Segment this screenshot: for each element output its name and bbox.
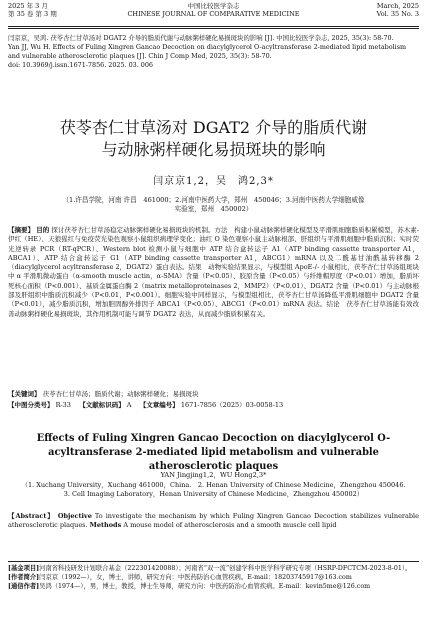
- abstract-zh: [8, 226, 419, 319]
- abstract-en: [8, 512, 419, 530]
- authors-zh: 闫京京1,2，吴 鸿2,3*: [153, 176, 274, 187]
- article-no-label: 【文章编号】: [139, 401, 179, 409]
- header-journal-name: 中国比较医学杂志 CHINESE JOURNAL OF COMPARATIVE MEDICINE: [127, 2, 300, 18]
- abstract-zh-text: 探讨茯苓杏仁甘草汤稳定动脉粥样硬化易损斑块的机制。方法 构建小鼠动脉粥样硬化模型及平滑肌细胞脂质积累模型，苏木素-伊红（HE）、天狼猩红与免疫荧光染色观察小鼠组织病理学变化；油红 O 染色观察小鼠主动脉根部、肝组织与平滑肌细胞中脂质沉积；实时荧光逆转录 PCR（RT-qPCR）、Western blot 检测小鼠与细胞中 ATP 结合盒转运子 A1（ATP binding cassette transporter A1，ABCA1）、ATP 结合盒转运子 G1（ATP binding cassette transporter A1，ABCG1）mRNA 以及二酰基甘油酰基转移酶 2（diacylglycerol acyltransferase 2，DGAT2）蛋白表达。结果 动物实验结果显示，与模型组 ApoE-/- 小鼠相比，茯苓杏仁甘草汤组斑块中 α 平滑肌微动蛋白（α-smooth muscle actin，α-SMA）含量（P<0.05）、胶原含量（P<0.05）与纤维帽厚度（P<0.01）增加，脂质坏死核心面积（P<0.001）、基质金属蛋白酶 2（matrix metalloproteinases 2，MMP2）（P<0.01）、DGAT2 含量（P<0.01）与主动脉根部及肝组织中脂质沉积减少（P<0.01，P<0.001）。细胞实验中同样显示，与模型组相比，茯苓杏仁甘草汤降低平滑肌细胞中 DGAT2 含量（P<0.01），减少脂质沉积，增加胆固醇外排因子 ABCA1（P<0.05）、ABCG1（P<0.01）mRNA 表达。结论 茯苓杏仁甘草汤能有效改善动脉粥样硬化易损斑块，其作用机制可能与调节 DGAT2 表达，从而减少脂质积累有关。: [8, 226, 419, 318]
- authors-en: YAN Jingjing1,2，WU Hong2,3*: [160, 471, 267, 479]
- classification-zh: [8, 401, 419, 410]
- doi: doi: 10.3969/j.issn.1671-7856. 2025. 03. 006: [8, 61, 153, 69]
- fund-note: [基金项目]河南省科技研发计划联合基金（222301420088）；河南省“双一流”创建学科中医学科学研究专项（HSRP-DFCTCM-2023-8-01）。: [8, 565, 412, 572]
- abstract-en-label: 【Abstract】: [8, 512, 55, 520]
- keywords-zh-text: 茯苓杏仁甘草汤；脂质代谢；动脉粥样硬化；易损斑块: [42, 390, 199, 398]
- doc-code-label: 【文献标识码】: [79, 401, 125, 409]
- abstract-en-objective-text: To investigate the mechanism by which Fuling Xingren Gancao Decoction stabilizes vulnerable atherosclerotic plaques.: [8, 512, 419, 530]
- footnote-rule: [8, 561, 419, 562]
- article-title-en: Effects of Fuling Xingren Gancao Decoction on diacylglycerol O-acyltransferase 2-mediated lipid metabolism and vulnerable atherosclerotic plaques: [36, 433, 391, 472]
- abstract-zh-objective-label: 目的: [36, 226, 50, 234]
- clc-label: 【中图分类号】: [8, 401, 54, 409]
- header-issue-date: 2025 年 3 月 第 35 卷 第 3 期: [8, 2, 57, 18]
- abstract-en-methods-label: Methods: [89, 521, 122, 530]
- affiliation-en: （1. Xuchang University，Xuchang 461000，China. 2. Henan University of Chinese Medicine，Zhengzhou 450046. 3. Cell Imaging Laboratory，Henan University of Chinese Medicine，Zhengzhou 450002）: [21, 481, 406, 498]
- doc-code-value: A: [126, 401, 132, 409]
- header-rule-thin: [8, 28, 419, 29]
- affiliation-zh: （1.许昌学院，河南 许昌 461000；2.河南中医药大学，郑州 450046；3.河南中医药大学细胞威像 实验室，郑州 450002）: [62, 196, 365, 213]
- article-no-value: 1671-7856（2025）03-0058-13: [180, 401, 284, 409]
- journal-header: [8, 2, 419, 24]
- abstract-en-methods-text: A mouse model of atherosclerosis and a smooth muscle cell lipid: [123, 521, 337, 530]
- citation-zh: 闫京京，吴鸿. 茯苓杏仁甘草汤对 DGAT2 介导的脂质代谢与动脉粥样硬化易损斑块的影响 [J]. 中国比较医学杂志, 2025, 35(3): 58-70.: [8, 34, 394, 42]
- header-rule: [8, 26, 419, 27]
- citation-block: [8, 34, 419, 70]
- article-title-zh: 茯苓杏仁甘草汤对 DGAT2 介导的脂质代谢 与动脉粥样硬化易损斑块的影响: [59, 118, 368, 159]
- header-volume: March, 2025 Vol. 35 No. 3: [376, 2, 419, 18]
- citation-en: Yan JJ, Wu H. Effects of Fuling Xingren Gancao Decoction on diacylglycerol O-acyltransferase 2-mediated lipid metabolism and vulnerable atherosclerotic plaques [J]. Chin J Comp Med, 2025, 35(3): 58-70.: [8, 43, 407, 60]
- author-note: [作者简介]闫京京（1992—），女，博士，讲师，研究方向：中医药防治心血管疾病。E-mail：18203745917@163.com: [8, 574, 352, 581]
- abstract-zh-label: 【摘要】: [8, 226, 35, 234]
- footnotes: [8, 564, 419, 591]
- clc-value: R-33: [55, 401, 71, 409]
- keywords-zh: [8, 390, 419, 399]
- corresponding-author-note: [通信作者]吴鸿（1974—），男，博士，教授，博士生导师，研究方向：中医药防治心血管疾病。E-mail：kevin5me@126.com: [8, 583, 371, 590]
- keywords-zh-label: 【关键词】: [8, 390, 41, 398]
- abstract-en-objective-label: Objective: [57, 512, 92, 520]
